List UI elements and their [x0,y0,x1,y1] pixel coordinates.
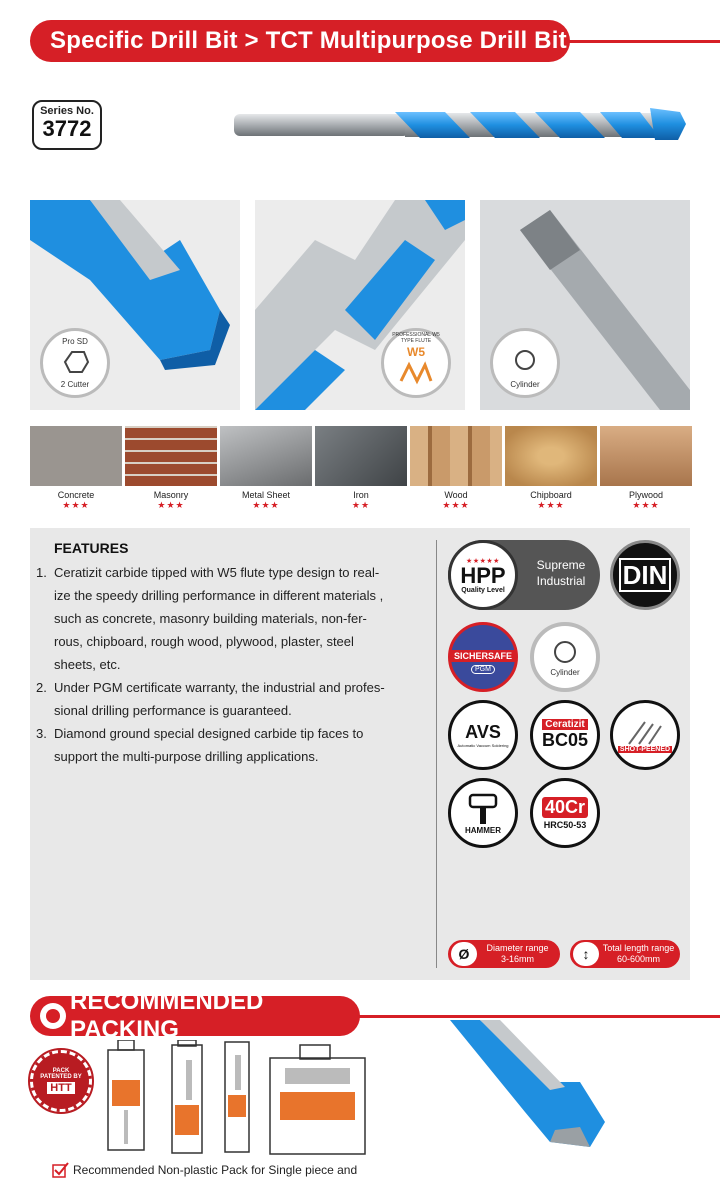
bc05-badge [530,700,600,770]
material-name: Iron [353,490,369,500]
w5-mark: W5 [407,345,425,359]
material-name: Wood [444,490,468,500]
masonry-swatch [125,426,217,486]
shot-peened-badge [610,700,680,770]
hpp-badge [448,540,600,610]
material-rating: ★★★ [157,500,185,510]
material-chipboard [505,426,597,511]
material-rating: ★★★ [62,500,90,510]
sichersafe-label: SICHERSAFE [451,650,515,662]
feature-line: rous, chipboard, rough wood, plywood, plaster, steel [54,634,354,649]
cylinder-label: Cylinder [510,380,540,389]
avs-title: AVS [465,722,501,742]
cr-label: 40Cr [542,797,588,818]
diameter-icon: Ø [451,942,477,966]
material-wood [410,426,502,511]
feature-number: 1. [36,565,47,580]
series-label: Series No. [40,105,94,117]
avs-ring-label: Automatic Vaccum Soldering [457,743,509,748]
cylinder-badge [490,328,560,398]
range-value: 3-16mm [500,954,534,964]
materials-strip [30,426,690,518]
length-range [570,940,680,968]
feature-line: sheets, etc. [54,657,121,672]
detail-panel-tip [30,200,240,410]
feature-line: sional drilling performance is guaranteed. [54,703,292,718]
feature-line: ize the speedy drilling performance in different materials , [54,588,384,603]
packaging-illustrations [100,1040,370,1158]
hpp-side-label: Supreme [536,558,586,572]
pro-sd-badge [40,328,110,398]
hpp-circle [448,540,518,610]
hpp-side-label: Industrial [536,574,586,588]
cutter-label: 2 Cutter [60,380,90,389]
features-divider [436,540,437,968]
material-iron [315,426,407,511]
cylinder-feature-label: Cylinder [550,667,580,677]
cutter-icon [60,349,90,375]
material-rating: ★★★ [442,500,470,510]
cylinder-icon [510,345,540,375]
cylinder-icon [551,638,579,668]
cylinder-feature-badge [530,622,600,692]
seal-brand: HTT [47,1082,74,1094]
hammer-icon [466,792,500,826]
series-badge [32,100,102,150]
hpp-stars: ★★★★★ [466,557,500,565]
drill-tip-image [440,1012,610,1152]
feature-line: Diamond ground special designed carbide tip faces to [54,726,364,741]
feature-line: such as concrete, masonry building materials, non-fer- [54,611,367,626]
diameter-range [448,940,560,968]
material-rating: ★★★ [252,500,280,510]
metal-sheet-swatch [220,426,312,486]
hrc-label: HRC50-53 [543,819,587,830]
packing-note: Recommended Non-plastic Pack for Single piece and [73,1163,358,1177]
features-list [36,561,416,768]
material-metal-sheet [220,426,312,511]
seal-top: PACK [52,1068,70,1074]
feature-line: Ceratizit carbide tipped with W5 flute type design to real- [54,565,380,580]
w5-flute-badge [381,328,451,398]
pro-sd-label: Pro SD [62,337,88,346]
material-rating: ★★★ [537,500,565,510]
sichersafe-badge [448,622,518,692]
cr-badge [530,778,600,848]
iron-swatch [315,426,407,486]
feature-item [36,561,416,676]
wood-swatch [410,426,502,486]
packing-title: RECOMMENDED PACKING [30,996,360,1036]
length-icon: ↕ [573,942,599,966]
concrete-swatch [30,426,122,486]
din-badge [610,540,680,610]
range-label: Total length range [602,943,675,953]
drill-bit-image [230,102,690,148]
hpp-title: HPP [460,562,506,588]
shot-peened-label: SHOT-PEENED [619,745,671,753]
series-number: 3772 [42,116,92,141]
flute-icon [399,361,433,387]
feature-item [36,676,416,722]
material-name: Metal Sheet [241,490,291,500]
detail-panel-flute [255,200,465,410]
range-label: Diameter range [486,943,549,953]
packing-dot-icon [40,1003,66,1029]
patent-seal [30,1050,92,1112]
material-name: Concrete [57,490,95,500]
din-label: DIN [619,558,672,592]
w5-flute-label: PROFESSIONAL W5 TYPE FLUTE [392,332,440,344]
feature-item [36,722,416,768]
material-rating: ★★★ [632,500,660,510]
material-concrete [30,426,122,511]
bc05-label: BC05 [541,730,589,750]
hammer-label: HAMMER [465,825,501,835]
material-plywood [600,426,692,511]
seal-mid: PATENTED BY [40,1074,82,1080]
material-name: Plywood [628,490,664,500]
detail-panel-shank [480,200,690,410]
plywood-swatch [600,426,692,486]
chipboard-swatch [505,426,597,486]
shot-peened-icon [625,718,665,746]
page-title: Specific Drill Bit > TCT Multipurpose Drill Bit [30,20,570,62]
range-value: 60-600mm [616,954,661,964]
pgm-label: PGM [471,665,495,674]
avs-badge [448,700,518,770]
features-title: FEATURES [54,540,129,556]
hammer-badge [448,778,518,848]
hpp-quality-label: Quality Level [461,586,505,594]
ceratizit-label: Ceratizit [542,719,587,730]
checkbox-icon [52,1162,70,1178]
feature-line: support the multi-purpose drilling applications. [54,749,319,764]
material-masonry [125,426,217,511]
feature-line: Under PGM certificate warranty, the industrial and profes- [54,680,385,695]
feature-number: 2. [36,680,47,695]
material-name: Masonry [153,490,189,500]
material-name: Chipboard [530,490,572,500]
feature-number: 3. [36,726,47,741]
material-rating: ★★ [351,500,371,510]
